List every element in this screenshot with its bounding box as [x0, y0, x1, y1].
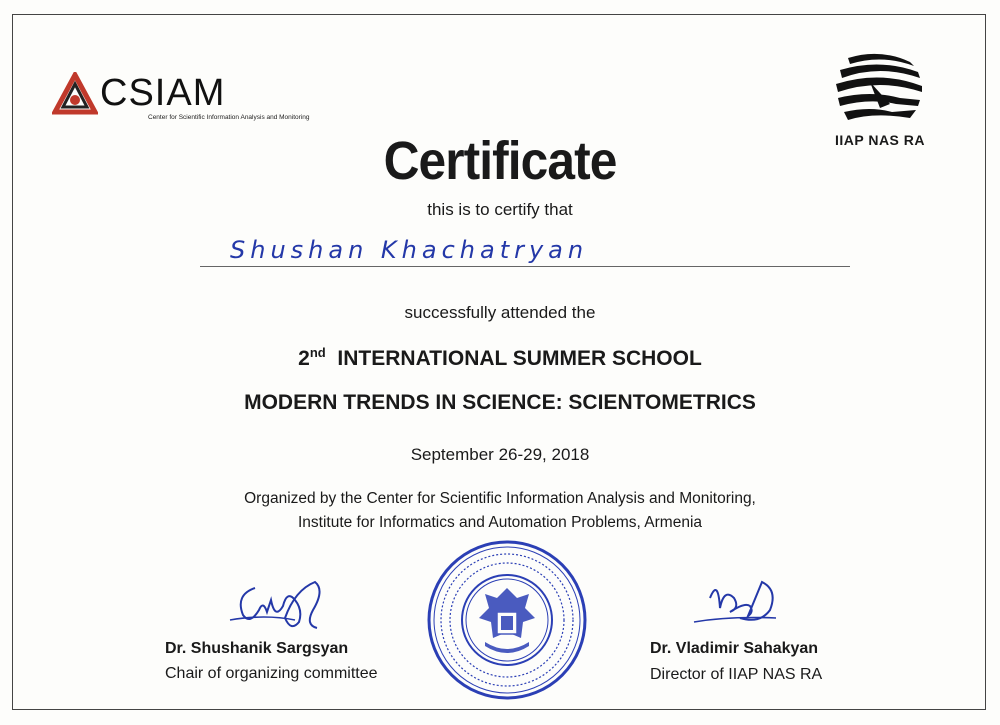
iiap-label: IIAP NAS RA [834, 132, 926, 148]
certify-line: this is to certify that [427, 200, 573, 219]
left-signatory-name: Dr. Shushanik Sargsyan [165, 640, 349, 657]
organizer-line-1: Organized by the Center for Scientific Information Analysis and Monitoring, [244, 490, 756, 507]
certificate-title: Certificate [383, 131, 617, 191]
csiam-subtitle: Center for Scientific Information Analysis and Monitoring [148, 114, 310, 121]
attended-line: successfully attended the [404, 303, 596, 322]
official-seal-icon [425, 538, 590, 703]
csiam-logo [52, 70, 310, 130]
school-ordinal-suffix: nd [309, 345, 326, 360]
recipient-name: Shushan Khachatryan [230, 236, 589, 264]
left-signatory-role: Chair of organizing committee [165, 665, 378, 682]
event-dates: September 26-29, 2018 [410, 445, 590, 464]
right-signatory-name: Dr. Vladimir Sahakyan [650, 640, 819, 657]
csiam-emblem-icon [52, 72, 98, 118]
recipient-underline [200, 266, 850, 267]
right-signatory-role: Director of IIAP NAS RA [650, 666, 823, 683]
school-ordinal: 2 [298, 347, 310, 370]
right-signature [690, 568, 780, 628]
school-heading [0, 345, 1000, 371]
school-name: INTERNATIONAL SUMMER SCHOOL [337, 347, 702, 370]
iiap-emblem-icon [830, 52, 930, 130]
organizer-line-2: Institute for Informatics and Automation Problems, Armenia [297, 514, 703, 531]
csiam-wordmark: CSIAM [100, 72, 226, 114]
left-signature [225, 570, 335, 635]
school-theme: MODERN TRENDS IN SCIENCE: SCIENTOMETRICS [244, 391, 756, 414]
